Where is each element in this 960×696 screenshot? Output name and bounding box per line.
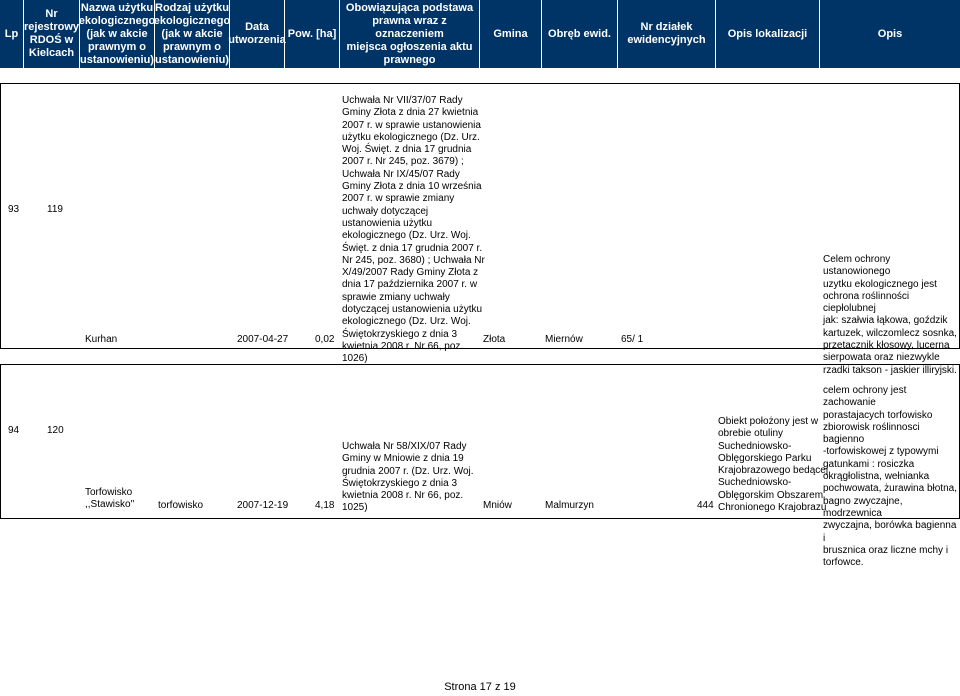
row-nr: 119 (47, 204, 63, 215)
col-obreb-header: Obręb ewid. (542, 0, 618, 68)
row-podstawa: Uchwała Nr VII/37/07 Rady Gminy Złota z dnia 27 kwietnia 2007 r. w sprawie ustanowienia użytku ekologicznego (Dz. Urz. Woj. Święt. z dnia 17 grudnia 2007 r. Nr 245, poz. 3679) ; Uchwała Nr IX/45/07 Rady Gminy Złota z dnia 10 września 2007 r. w sprawie zmiany uchwały dotyczącej ustanowienia użytku ekologicznego (Dz. Urz. Woj. Święt. z dnia 17 grudnia 2007 r. Nr 245, poz. 3680) ; Uchwała Nr X/49/2007 Rady Gminy Złota z dnia 17 października 2007 r. w sprawie zmiany uchwały dotyczącej ustanowienia użytku ekologicznego (Dz. Urz. Woj. Świętokrzyskiego z dnia 3 kwietnia 2008 r. Nr 66, poz. 1026) (342, 95, 485, 365)
col-rodzaj-header: Rodzaj użytku ekologicznego (jak w akcie prawnym o ustanowieniu) (155, 0, 230, 68)
row-nazwa: Kurhan (85, 334, 118, 345)
col-pow-header: Pow. [ha] (285, 0, 340, 68)
row-opis: Celem ochrony ustanowionego uzytku ekologicznego jest ochrona roślinności ciepłolubnej jak: szałwia łąkowa, goździk kartuzek, wilczomlecz sosnka, przetacznik kłosowy, lucerna sierpowata oraz niezwykle rzadki takson - jaskier illiryjski. (823, 254, 957, 376)
table-row (0, 364, 960, 569)
row-opis: celem ochrony jest zachowanie porastajacych torfowisko zbiorowisk roślinnosci bagienno -torfowiskowej z typowymi gatunkami : rosiczka okrągłolistna, wełnianka pochwowata, żurawina błotna, bagno zwyczajne, modrzewnica zwyczajna, borówka bagienna i brusznica oraz liczne mchy i torfowce. (823, 385, 957, 569)
row-nazwa: Torfowisko ,,Stawisko" (85, 487, 135, 511)
col-opis-header: Opis (877, 27, 903, 40)
col-lp-header: Lp (0, 0, 24, 68)
row-pow: 0,02 (315, 334, 335, 345)
col-nazwa-header: Nazwa użytku ekologicznego (jak w akcie prawnym o ustanowieniu) (80, 0, 155, 68)
row-gmina: Złota (483, 334, 506, 345)
row-rodzaj: torfowisko (158, 500, 204, 511)
col-lokalizacja-header: Opis lokalizacji (716, 0, 820, 68)
table-row (0, 83, 960, 376)
row-pow: 4,18 (315, 500, 335, 511)
page-number: Strona 17 z 19 (444, 681, 516, 693)
col-dzialki-header: Nr działek ewidencyjnych (618, 0, 716, 68)
row-dzialki: 65/ 1 (621, 334, 644, 345)
col-nr-rdos-header: Nr rejestrowy RDOŚ w Kielcach (24, 0, 80, 68)
row-dzialki: 444 (697, 500, 714, 511)
row-data: 2007-04-27 (237, 334, 289, 345)
row-lp: 93 (8, 204, 20, 215)
col-data-header: Data utworzenia (230, 0, 285, 68)
row-gmina: Mniów (483, 500, 512, 511)
row-obreb: Malmurzyn (545, 500, 594, 511)
row-podstawa: Uchwała Nr 58/XIX/07 Rady Gminy w Mniowie z dnia 19 grudnia 2007 r. (Dz. Urz. Woj. Świętokrzyskiego z dnia 3 kwietnia 2008 r. Nr 66, poz. 1025) (342, 441, 474, 514)
row-obreb: Miernów (545, 334, 583, 345)
row-nr: 120 (47, 425, 64, 436)
row-lp: 94 (8, 425, 20, 436)
row-lokalizacja: Obiekt położony jest w obrebie otuliny Suchedniowsko- Oblęgorskiego Parku Krajobrazowego bedącej Suchedniowsko- Oblęgorskim Obszarem Chronionego Krajobrazu (718, 416, 829, 514)
col-podstawa-header: Obowiązująca podstawa prawna wraz z oznaczeniem miejsca ogłoszenia aktu prawnego (340, 0, 480, 68)
table-header (0, 0, 960, 68)
row-data: 2007-12-19 (237, 500, 289, 511)
col-gmina-header: Gmina (480, 0, 542, 68)
